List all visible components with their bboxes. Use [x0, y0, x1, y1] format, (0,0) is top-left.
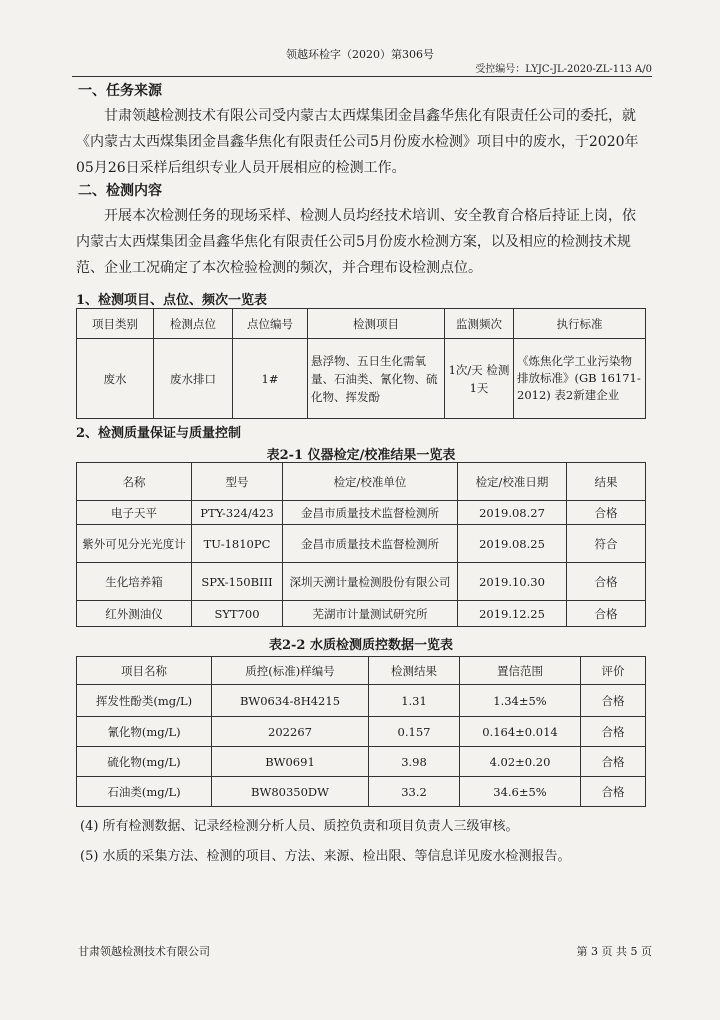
- table-row: [77, 501, 646, 525]
- table-cell: 0.157: [369, 717, 460, 747]
- table-header: 点位编号: [233, 309, 308, 339]
- table-cell: 废水: [77, 339, 154, 419]
- detection-content-paragraph: 开展本次检测任务的现场采样、检测人员均经技术培训、安全教育合格后持证上岗，依内蒙古太西煤集团金昌鑫华焦化有限责任公司5月份废水检测方案，以及相应的检测技术规范、企业工况确定了本次检验检测的频次，并合理布设检测点位。: [76, 208, 636, 276]
- table-cell: 合格: [567, 563, 646, 601]
- note-review: (4) 所有检测数据、记录经检测分析人员、质控负责和项目负责人三级审核。: [80, 819, 519, 834]
- table-cell: 硫化物(mg/L): [77, 747, 212, 777]
- table-cell: 《炼焦化学工业污染物排放标准》(GB 16171- 2012) 表2新建企业: [514, 339, 646, 419]
- table-cell: 芜湖市计量测试研究所: [283, 601, 458, 627]
- table-cell: 金昌市质量技术监督检测所: [283, 525, 458, 563]
- table-cell: 合格: [581, 747, 646, 777]
- footer-company: 甘肃领越检测技术有限公司: [78, 945, 210, 958]
- table-row: [77, 777, 646, 807]
- table-cell: 4.02±0.20: [460, 747, 581, 777]
- table-header: 质控(标准)样编号: [212, 657, 369, 685]
- table-cell: 紫外可见分光光度计: [77, 525, 192, 563]
- table-cell: 废水排口: [154, 339, 233, 419]
- table-cell: 3.98: [369, 747, 460, 777]
- table-header: 监测频次: [445, 309, 514, 339]
- table-cell: BW0634-8H4215: [212, 685, 369, 717]
- table-row: [77, 747, 646, 777]
- table-header: 项目类别: [77, 309, 154, 339]
- table-cell: 红外测油仪: [77, 601, 192, 627]
- table-row: [77, 525, 646, 563]
- table-cell: 2019.08.25: [458, 525, 567, 563]
- table-cell: 深圳天溯计量检测股份有限公司: [283, 563, 458, 601]
- task-source-paragraph: 甘肃领越检测技术有限公司受内蒙古太西煤集团金昌鑫华焦化有限责任公司的委托，就《内蒙古太西煤集团金昌鑫华焦化有限责任公司5月份废水检测》项目中的废水，于2020年05月26日采样后组织专业人员开展相应的检测工作。: [76, 108, 639, 176]
- section-title-task-source: 一、任务来源: [78, 83, 162, 99]
- table-cell: BW80350DW: [212, 777, 369, 807]
- table-cell: 悬浮物、五日生化需氧量、石油类、氰化物、硫化物、挥发酚: [308, 339, 445, 419]
- table-cell: 合格: [567, 501, 646, 525]
- detection-items-table: [76, 308, 646, 419]
- table-cell: SYT700: [192, 601, 283, 627]
- table-header: 结果: [567, 463, 646, 501]
- table-cell: 2019.08.27: [458, 501, 567, 525]
- table-header: 评价: [581, 657, 646, 685]
- table-caption-instruments: 表2-1 仪器检定/校准结果一览表: [266, 448, 456, 463]
- table-cell: 33.2: [369, 777, 460, 807]
- table-cell: 202267: [212, 717, 369, 747]
- document-number: 领越环检字（2020）第306号: [286, 48, 434, 61]
- table-cell: 1#: [233, 339, 308, 419]
- table-row: [77, 717, 646, 747]
- table-cell: 合格: [581, 717, 646, 747]
- instrument-calibration-table: [76, 462, 646, 627]
- footer-page-number: 第 3 页 共 5 页: [576, 945, 652, 958]
- table-cell: 合格: [581, 685, 646, 717]
- section-title-detection-content: 二、检测内容: [78, 183, 162, 199]
- table-header: 检定/校准单位: [283, 463, 458, 501]
- table-row: [77, 685, 646, 717]
- subsection-title-quality: 2、检测质量保证与质量控制: [76, 426, 242, 441]
- table-cell: 石油类(mg/L): [77, 777, 212, 807]
- table-cell: 符合: [567, 525, 646, 563]
- table-header: 型号: [192, 463, 283, 501]
- table-cell: PTY-324/423: [192, 501, 283, 525]
- table-header: 置信范围: [460, 657, 581, 685]
- subsection-title-items: 1、检测项目、点位、频次一览表: [76, 293, 268, 308]
- table-cell: 氰化物(mg/L): [77, 717, 212, 747]
- table-cell: 2019.10.30: [458, 563, 567, 601]
- table-cell: 2019.12.25: [458, 601, 567, 627]
- table-header: 项目名称: [77, 657, 212, 685]
- table-header-row: [77, 309, 646, 339]
- table-cell: 1.34±5%: [460, 685, 581, 717]
- table-cell: 0.164±0.014: [460, 717, 581, 747]
- water-qc-table: [76, 656, 646, 807]
- table-header: 检测结果: [369, 657, 460, 685]
- table-header: 名称: [77, 463, 192, 501]
- table-cell: 金昌市质量技术监督检测所: [283, 501, 458, 525]
- table-cell: 1.31: [369, 685, 460, 717]
- table-cell: SPX-150BIII: [192, 563, 283, 601]
- table-cell: TU-1810PC: [192, 525, 283, 563]
- table-cell: 电子天平: [77, 501, 192, 525]
- table-header-row: [77, 657, 646, 685]
- table-header: 检定/校准日期: [458, 463, 567, 501]
- table-cell: 挥发性酚类(mg/L): [77, 685, 212, 717]
- table-cell: 合格: [581, 777, 646, 807]
- table-row: [77, 339, 646, 419]
- table-header: 检测点位: [154, 309, 233, 339]
- table-header: 检测项目: [308, 309, 445, 339]
- table-cell: BW0691: [212, 747, 369, 777]
- table-header-row: [77, 463, 646, 501]
- table-cell: 34.6±5%: [460, 777, 581, 807]
- table-header: 执行标准: [514, 309, 646, 339]
- table-caption-qc: 表2-2 水质检测质控数据一览表: [268, 638, 453, 653]
- table-cell: 生化培养箱: [77, 563, 192, 601]
- table-cell: 合格: [567, 601, 646, 627]
- table-row: [77, 601, 646, 627]
- control-number: 受控编号：LYJC-JL-2020-ZL-113 A/0: [475, 64, 652, 75]
- note-methods: (5) 水质的采集方法、检测的项目、方法、来源、检出限、等信息详见废水检测报告。: [80, 849, 571, 864]
- header-divider: [72, 76, 652, 77]
- table-row: [77, 563, 646, 601]
- table-cell: 1次/天 检测1天: [445, 339, 514, 419]
